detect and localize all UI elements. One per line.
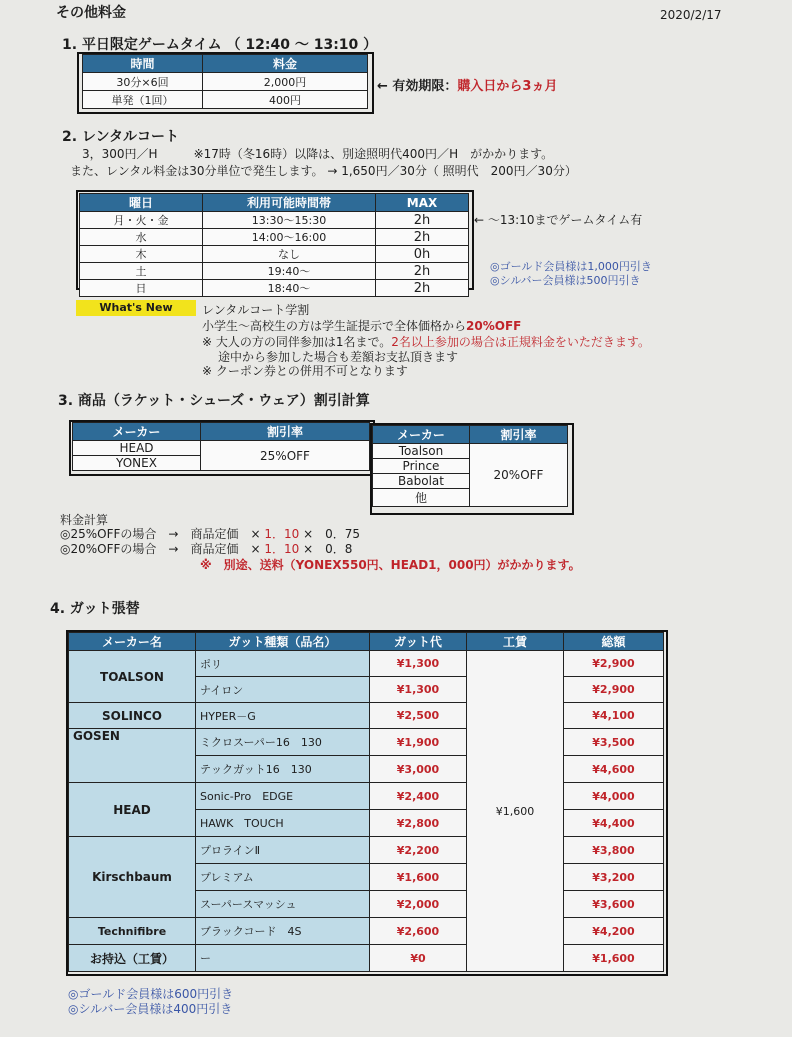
col-gut: ガット種類（品名） [196, 633, 370, 651]
gut-total: ¥3,600 [564, 891, 664, 918]
gut-silver-discount: ◎シルバー会員様は400円引き [68, 1002, 233, 1016]
cell-hours: 14:00～16:00 [203, 229, 376, 246]
col-maker: メーカー名 [69, 633, 196, 651]
gut-price: ¥1,300 [370, 677, 467, 703]
discount-right-table [372, 425, 568, 507]
gut-name: HAWK TOUCH [196, 810, 370, 837]
col-max: MAX [376, 194, 469, 212]
gut-price: ¥0 [370, 945, 467, 972]
gut-total: ¥4,100 [564, 703, 664, 729]
gut-price: ¥2,200 [370, 837, 467, 864]
col-total: 総額 [564, 633, 664, 651]
calc-title: 料金計算 [60, 513, 109, 527]
gut-total: ¥4,400 [564, 810, 664, 837]
gold-discount: ◎ゴールド会員様は1,000円引き [490, 260, 652, 273]
rental-price-line: 3，300円／H ※17時（冬16時）以降は、別途照明代400円／H がかかります。 [82, 147, 554, 161]
maker-kirschbaum: Kirschbaum [69, 837, 196, 918]
student-discount-line [202, 317, 521, 334]
maker-toalson: TOALSON [69, 651, 196, 703]
page-title: その他料金 [56, 5, 126, 21]
gut-name: ミクロスーパー16 130 [196, 729, 370, 756]
col-gut-price: ガット代 [370, 633, 467, 651]
gut-price: ¥2,800 [370, 810, 467, 837]
calc-20-tax: 1．10 [264, 542, 300, 556]
gut-total: ¥2,900 [564, 677, 664, 703]
cell-day: 月・火・金 [80, 212, 203, 229]
gut-table [68, 632, 664, 972]
gut-gold-discount: ◎ゴールド会員様は600円引き [68, 987, 234, 1001]
col-hours: 利用可能時間帯 [203, 194, 376, 212]
section-2-heading: 2. レンタルコート [62, 129, 180, 145]
gut-price: ¥2,000 [370, 891, 467, 918]
maker-gosen: GOSEN [69, 729, 196, 783]
calc-25-rate: × 0．75 [303, 527, 361, 541]
calc-20-rate: × 0．8 [303, 542, 353, 556]
calc-25-tax: 1．10 [264, 527, 300, 541]
maker-bring-own: お持込（工賃） [69, 945, 196, 972]
col-day: 曜日 [80, 194, 203, 212]
gut-name: テックガット16 130 [196, 756, 370, 783]
maker-other: 他 [373, 489, 470, 507]
col-maker: メーカー [73, 423, 201, 441]
coupon-note: ※ クーポン券との併用不可となります [202, 364, 408, 378]
gut-total: ¥3,500 [564, 729, 664, 756]
calc-20-text: ◎20%OFFの場合 → 商品定価 × [60, 542, 261, 556]
silver-discount: ◎シルバー会員様は500円引き [490, 274, 641, 287]
gut-total: ¥4,000 [564, 783, 664, 810]
whats-new-badge: What's New [76, 300, 196, 316]
labor-fee: ¥1,600 [467, 651, 564, 972]
maker-yonex: YONEX [73, 456, 201, 471]
document-date: 2020/2/17 [660, 8, 722, 22]
maker-head: HEAD [73, 441, 201, 456]
maker-technifibre: Technifibre [69, 918, 196, 945]
col-time: 時間 [83, 55, 203, 73]
gut-total: ¥3,800 [564, 837, 664, 864]
rental-unit-line: また、レンタル料金は30分単位で発生します。 → 1,650円／30分（ 照明代 200円／30分） [70, 164, 577, 178]
gut-price: ¥3,000 [370, 756, 467, 783]
gut-price: ¥2,400 [370, 783, 467, 810]
section-1-heading: 1. 平日限定ゲームタイム （ 12:40 ～ 13:10 ） [62, 37, 378, 53]
cell-time: 30分×6回 [83, 73, 203, 91]
cell-hours: なし [203, 246, 376, 263]
col-price: 料金 [203, 55, 368, 73]
col-rate: 割引率 [201, 423, 370, 441]
gut-total: ¥1,600 [564, 945, 664, 972]
shipping-note: ※ 別途、送料（YONEX550円、HEAD1，000円）がかかります。 [200, 558, 581, 572]
gut-name: プロラインⅡ [196, 837, 370, 864]
gut-name: HYPER－G [196, 703, 370, 729]
cell-day: 土 [80, 263, 203, 280]
cell-max: 0h [376, 246, 469, 263]
gut-total: ¥3,200 [564, 864, 664, 891]
companion-note-text: ※ 大人の方の同伴参加は1名まで。 [202, 335, 392, 349]
gut-name: ー [196, 945, 370, 972]
gut-total: ¥4,200 [564, 918, 664, 945]
student-discount-rate: 20%OFF [466, 319, 522, 333]
rental-table [79, 193, 469, 297]
col-rate: 割引率 [470, 426, 568, 444]
gut-total: ¥4,600 [564, 756, 664, 783]
gut-name: ポリ [196, 651, 370, 677]
gut-name: スーパースマッシュ [196, 891, 370, 918]
validity-note [377, 75, 557, 94]
col-maker: メーカー [373, 426, 470, 444]
cell-max: 2h [376, 229, 469, 246]
cell-max: 2h [376, 212, 469, 229]
gut-price: ¥1,300 [370, 651, 467, 677]
cell-hours: 18:40～ [203, 280, 376, 297]
cell-day: 日 [80, 280, 203, 297]
gut-price: ¥1,600 [370, 864, 467, 891]
section-3-heading: 3. 商品（ラケット・シューズ・ウェア）割引計算 [58, 393, 370, 409]
cell-day: 木 [80, 246, 203, 263]
rate-20: 20%OFF [470, 444, 568, 507]
game-time-table [82, 54, 368, 109]
game-time-note: ← ～13:10までゲームタイム有 [474, 213, 643, 227]
cell-day: 水 [80, 229, 203, 246]
student-discount-text: 小学生～高校生の方は学生証提示で全体価格から [202, 319, 467, 333]
maker-prince: Prince [373, 459, 470, 474]
section-4-heading: 4. ガット張替 [50, 601, 140, 617]
calc-20 [60, 540, 352, 557]
cell-hours: 19:40～ [203, 263, 376, 280]
cell-hours: 13:30～15:30 [203, 212, 376, 229]
student-discount-title: レンタルコート学割 [202, 303, 310, 317]
companion-note-red: 2名以上参加の場合は正規料金をいただきます。 [391, 335, 650, 349]
maker-toalson: Toalson [373, 444, 470, 459]
gut-name: Sonic-Pro EDGE [196, 783, 370, 810]
gut-name: プレミアム [196, 864, 370, 891]
cell-price: 2,000円 [203, 73, 368, 91]
validity-label: ← 有効期限： [377, 79, 458, 94]
gut-price: ¥2,500 [370, 703, 467, 729]
calc-25-text: ◎25%OFFの場合 → 商品定価 × [60, 527, 261, 541]
maker-solinco: SOLINCO [69, 703, 196, 729]
late-join-note: 途中から参加した場合も差額お支払頂きます [218, 350, 459, 364]
cell-max: 2h [376, 263, 469, 280]
gut-name: ブラックコード 4S [196, 918, 370, 945]
cell-time: 単発（1回） [83, 91, 203, 109]
rate-25: 25%OFF [201, 441, 370, 471]
discount-left-table [72, 422, 370, 471]
col-labor: 工賃 [467, 633, 564, 651]
gut-name: ナイロン [196, 677, 370, 703]
cell-price: 400円 [203, 91, 368, 109]
gut-price: ¥1,900 [370, 729, 467, 756]
gut-price: ¥2,600 [370, 918, 467, 945]
gut-total: ¥2,900 [564, 651, 664, 677]
maker-head: HEAD [69, 783, 196, 837]
maker-babolat: Babolat [373, 474, 470, 489]
cell-max: 2h [376, 280, 469, 297]
validity-value: 購入日から3ヵ月 [457, 79, 558, 94]
